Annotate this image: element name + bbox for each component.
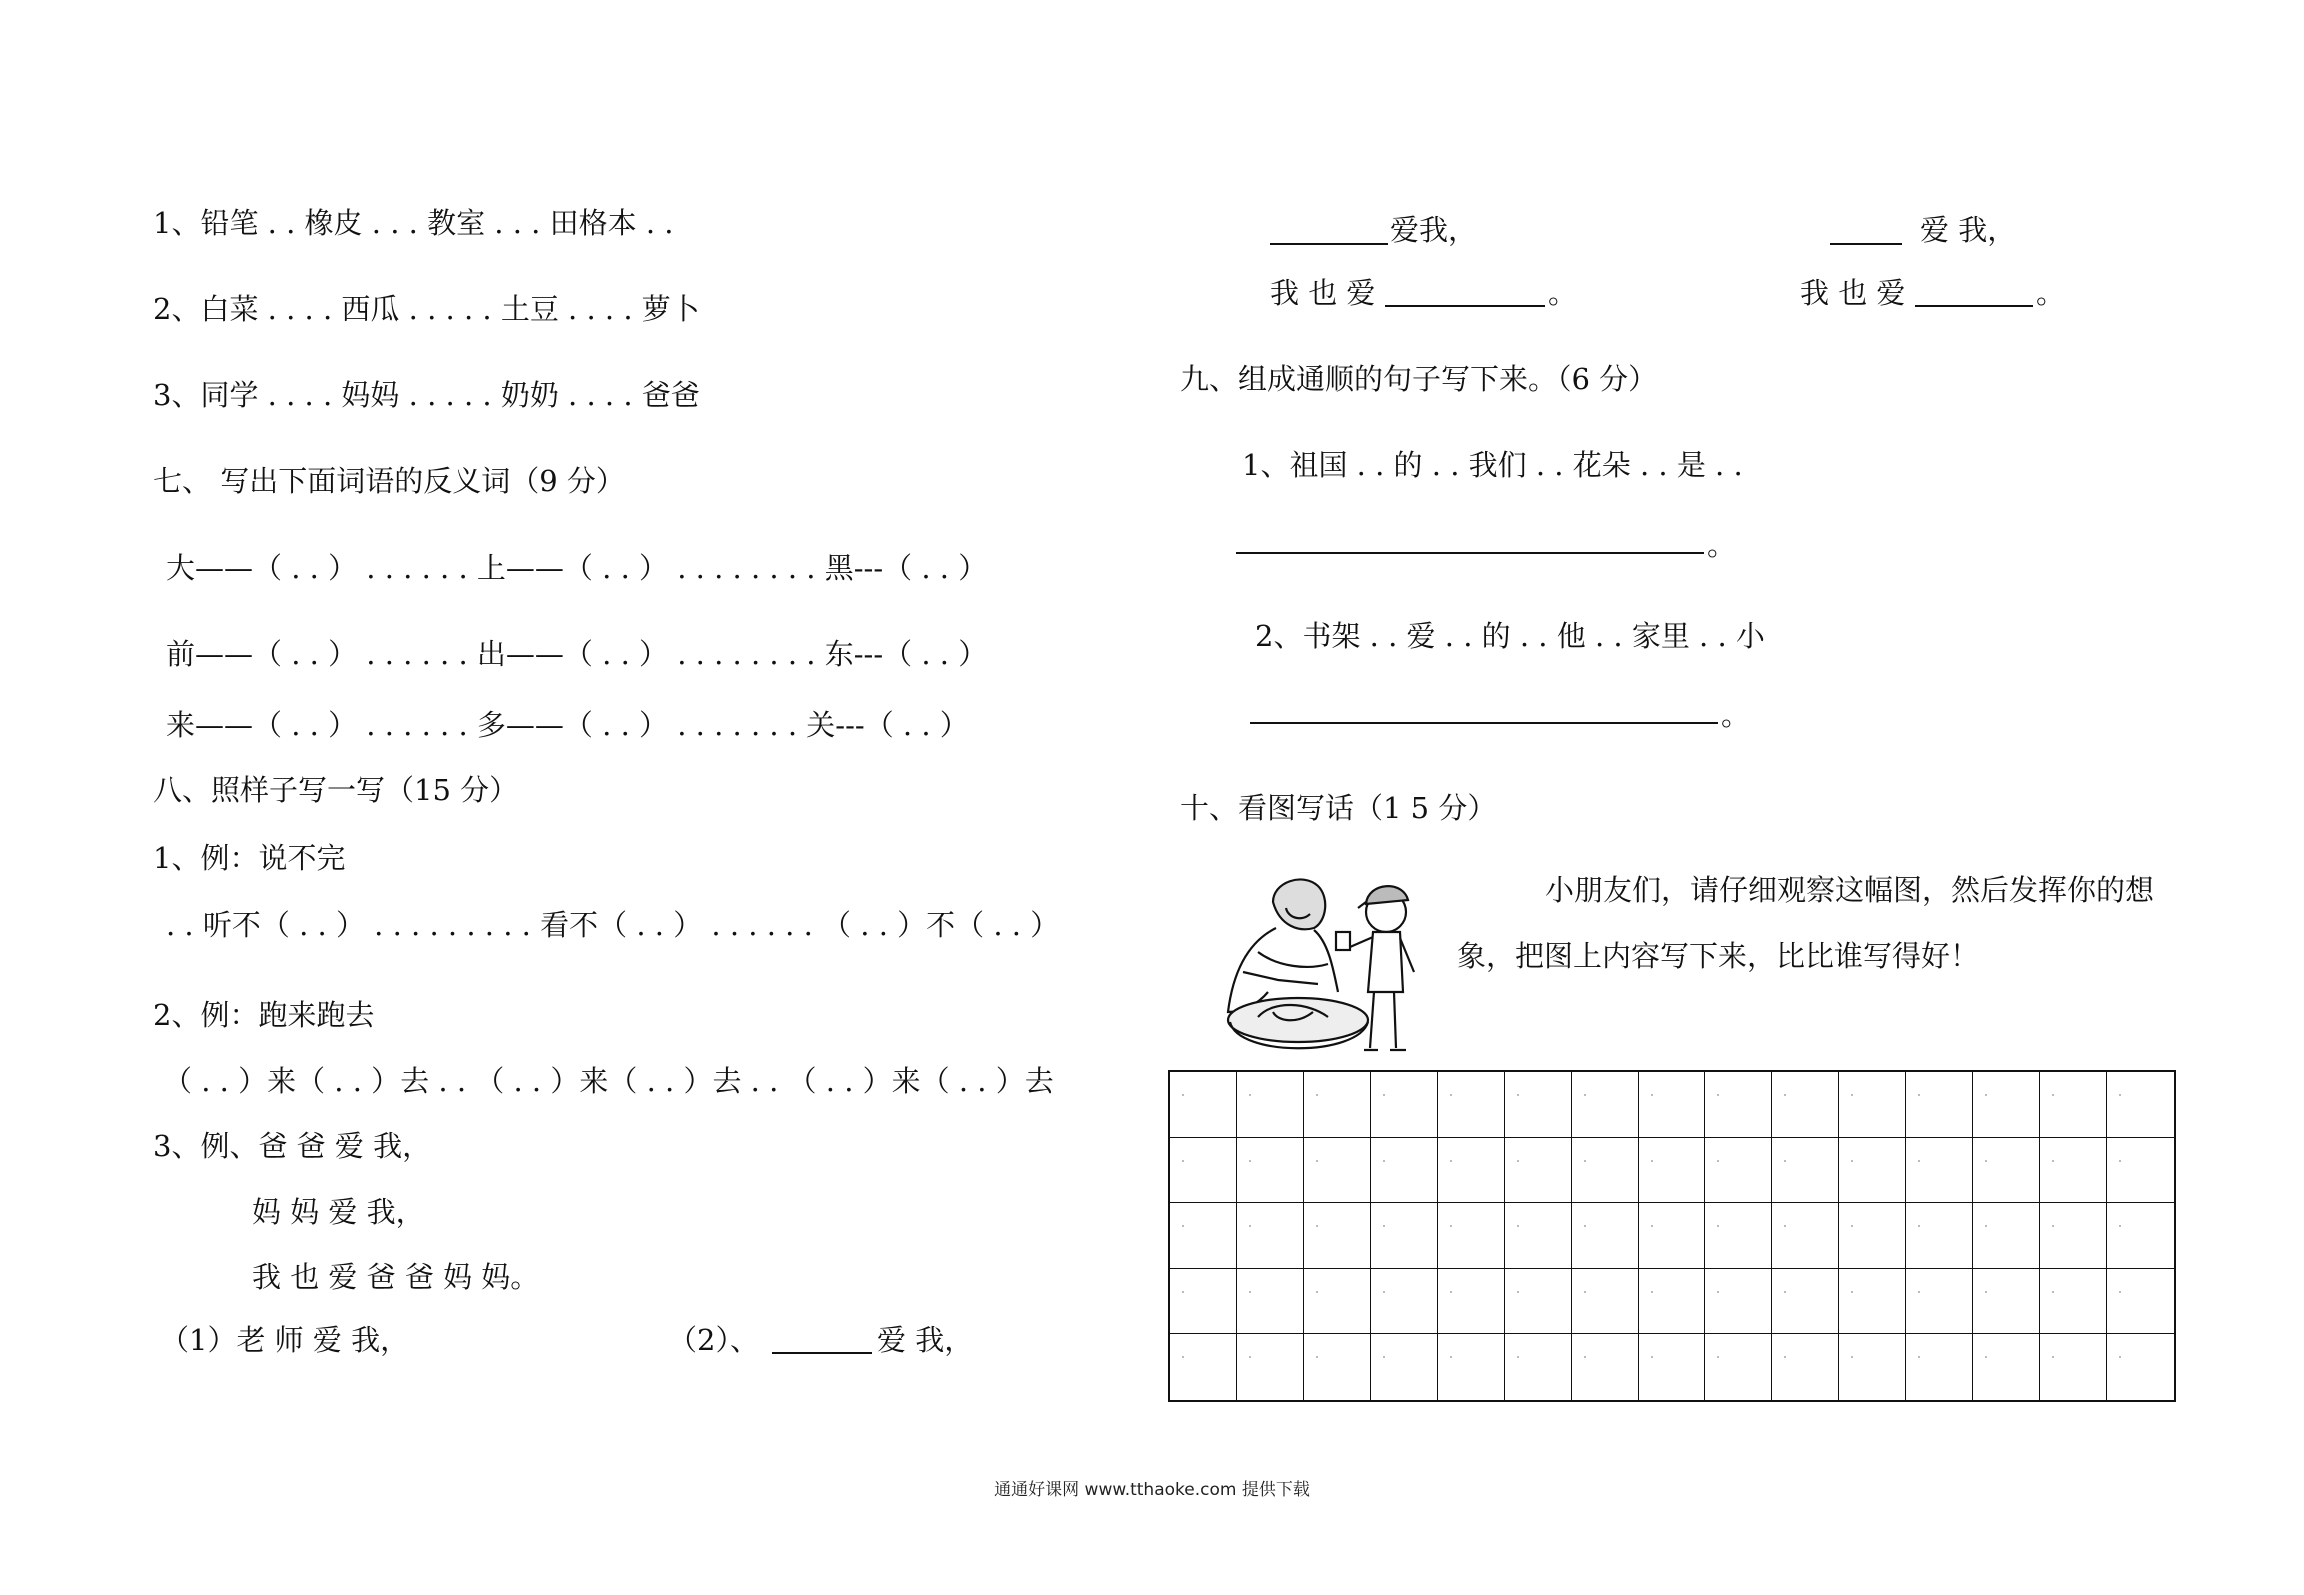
grid-cell [1237, 1203, 1304, 1269]
section-7-title: 七、 写出下面词语的反义词（9 分） [153, 464, 625, 498]
grid-cell [1438, 1203, 1505, 1269]
grid-cell [1505, 1072, 1572, 1138]
grid-cell [1304, 1203, 1371, 1269]
grid-cell [1572, 1269, 1639, 1335]
love-me-1: 爱我， [1390, 213, 1478, 247]
grid-cell [1705, 1203, 1772, 1269]
grid-cell [1438, 1269, 1505, 1335]
writing-prompt-line-1: 小朋友们，请仔细观察这幅图，然后发挥你的想 [1545, 873, 2155, 907]
grid-cell [2107, 1072, 2174, 1138]
grid-cell [1170, 1269, 1237, 1335]
grid-cell [1906, 1203, 1973, 1269]
grid-cell [1973, 1269, 2040, 1335]
grid-cell [1371, 1334, 1438, 1400]
grid-cell [1237, 1334, 1304, 1400]
grid-cell [2040, 1203, 2107, 1269]
blank-line [772, 1352, 872, 1354]
grid-cell [1304, 1072, 1371, 1138]
grid-cell [1705, 1269, 1772, 1335]
exercise-3-part-1: （1）老 师 爱 我， [160, 1323, 410, 1357]
period-2: 。 [2036, 276, 2066, 310]
grid-cell [1505, 1269, 1572, 1335]
grid-cell [1639, 1203, 1706, 1269]
grid-cell [1772, 1138, 1839, 1204]
example-3-line-3: 我 也 爱 爸 爸 妈 妈。 [252, 1260, 540, 1294]
i-also-love-2: 我 也 爱 [1800, 276, 1906, 310]
grid-cell [1639, 1072, 1706, 1138]
grid-cell [1170, 1072, 1237, 1138]
answer-line-2 [1250, 722, 1718, 724]
grid-cell [1772, 1203, 1839, 1269]
grid-cell [1705, 1138, 1772, 1204]
grid-cell [1304, 1334, 1371, 1400]
writing-prompt-line-2: 象，把图上内容写下来，比比谁写得好！ [1457, 939, 1980, 973]
grid-cell [1170, 1334, 1237, 1400]
group-line-2: 2、白菜 . . . . 西瓜 . . . . . 土豆 . . . . 萝卜 [153, 292, 700, 326]
grid-cell [1639, 1138, 1706, 1204]
grid-cell [1170, 1138, 1237, 1204]
period-1: 。 [1548, 276, 1578, 310]
grid-cell [1438, 1334, 1505, 1400]
period-3: 。 [1707, 528, 1737, 562]
group-line-1: 1、铅笔 . . 橡皮 . . . 教室 . . . 田格本 . . [153, 206, 674, 240]
grid-cell [1772, 1334, 1839, 1400]
period-4: 。 [1721, 698, 1751, 732]
blank-line [1830, 243, 1902, 245]
grid-cell [1839, 1138, 1906, 1204]
example-2: 2、例：跑来跑去 [153, 998, 375, 1032]
footer-credit: 通通好课网 www.tthaoke.com 提供下载 [994, 1480, 1310, 1500]
exercise-3-part-2: （2）、 [668, 1323, 759, 1357]
grid-cell [1705, 1072, 1772, 1138]
grid-cell [2107, 1269, 2174, 1335]
grid-cell [1639, 1269, 1706, 1335]
grid-cell [1839, 1334, 1906, 1400]
grid-cell [1772, 1072, 1839, 1138]
answer-line-1 [1236, 552, 1704, 554]
example-1-blanks: . . 听不（ . . ） . . . . . . . . . 看不（ . . ） . . . . . . （ . . ）不（ . . ） [166, 908, 1060, 942]
grid-cell [1371, 1269, 1438, 1335]
grid-cell [1170, 1203, 1237, 1269]
grid-cell [1772, 1269, 1839, 1335]
example-2-blanks: （ . . ）来（ . . ）去 . . （ . . ）来（ . . ）去 . . （ . . ）来（ . . ）去 [163, 1064, 1054, 1098]
section-8-title: 八、照样子写一写（15 分） [153, 773, 519, 807]
grid-cell [1237, 1072, 1304, 1138]
grid-cell [1906, 1138, 1973, 1204]
love-me-2: 爱 我， [1920, 213, 2017, 247]
grid-cell [2040, 1138, 2107, 1204]
group-line-3: 3、同学 . . . . 妈妈 . . . . . 奶奶 . . . . 爸爸 [153, 378, 700, 412]
grid-cell [1438, 1138, 1505, 1204]
antonym-row-2: 前——（ . . ） . . . . . . 出——（ . . ） . . . . . . . . 东---（ . . ） [166, 637, 988, 671]
grid-cell [2040, 1334, 2107, 1400]
grid-cell [1438, 1072, 1505, 1138]
blank-line [1385, 305, 1545, 307]
grid-cell [1839, 1269, 1906, 1335]
grid-cell [1973, 1138, 2040, 1204]
sentence-words-2: 2、书架 . . 爱 . . 的 . . 他 . . 家里 . . 小 [1255, 619, 1765, 653]
grid-cell [1371, 1072, 1438, 1138]
example-1: 1、例：说不完 [153, 841, 346, 875]
grid-cell [1572, 1138, 1639, 1204]
grid-cell [1973, 1072, 2040, 1138]
grid-cell [2040, 1072, 2107, 1138]
grid-cell [1371, 1203, 1438, 1269]
grid-cell [1973, 1334, 2040, 1400]
grid-cell [1839, 1072, 1906, 1138]
grid-cell [2107, 1138, 2174, 1204]
grid-cell [1304, 1138, 1371, 1204]
antonym-row-1: 大——（ . . ） . . . . . . 上——（ . . ） . . . . . . . . 黑---（ . . ） [166, 551, 988, 585]
grid-cell [2040, 1269, 2107, 1335]
grid-cell [1572, 1072, 1639, 1138]
blank-line [1915, 305, 2033, 307]
grid-cell [1505, 1334, 1572, 1400]
grid-cell [1237, 1138, 1304, 1204]
grid-cell [2107, 1203, 2174, 1269]
grid-cell [1371, 1138, 1438, 1204]
section-9-title: 九、组成通顺的句子写下来。（6 分） [1180, 362, 1658, 396]
grid-cell [1505, 1138, 1572, 1204]
grid-cell [1906, 1269, 1973, 1335]
antonym-row-3: 来——（ . . ） . . . . . . 多——（ . . ） . . . . . . . 关---（ . . ） [166, 708, 969, 742]
exercise-3-part-3: 爱 我， [877, 1323, 974, 1357]
grid-cell [1505, 1203, 1572, 1269]
example-3-line-2: 妈 妈 爱 我， [252, 1195, 425, 1229]
grid-cell [1973, 1203, 2040, 1269]
grid-cell [1572, 1334, 1639, 1400]
woman-washing-boy-cup-illustration [1218, 872, 1440, 1068]
grid-cell [1304, 1269, 1371, 1335]
grid-cell [1237, 1269, 1304, 1335]
example-3-line-1: 3、例、爸 爸 爱 我， [153, 1129, 432, 1163]
i-also-love-1: 我 也 爱 [1270, 276, 1376, 310]
grid-cell [1705, 1334, 1772, 1400]
grid-cell [1572, 1203, 1639, 1269]
grid-cell [1839, 1203, 1906, 1269]
grid-cell [1906, 1072, 1973, 1138]
blank-line [1270, 243, 1388, 245]
grid-cell [1639, 1334, 1706, 1400]
sentence-words-1: 1、祖国 . . 的 . . 我们 . . 花朵 . . 是 . . [1242, 448, 1743, 482]
writing-grid [1168, 1070, 2176, 1402]
section-10-title: 十、看图写话（1 5 分） [1180, 791, 1497, 825]
grid-cell [1906, 1334, 1973, 1400]
grid-cell [2107, 1334, 2174, 1400]
